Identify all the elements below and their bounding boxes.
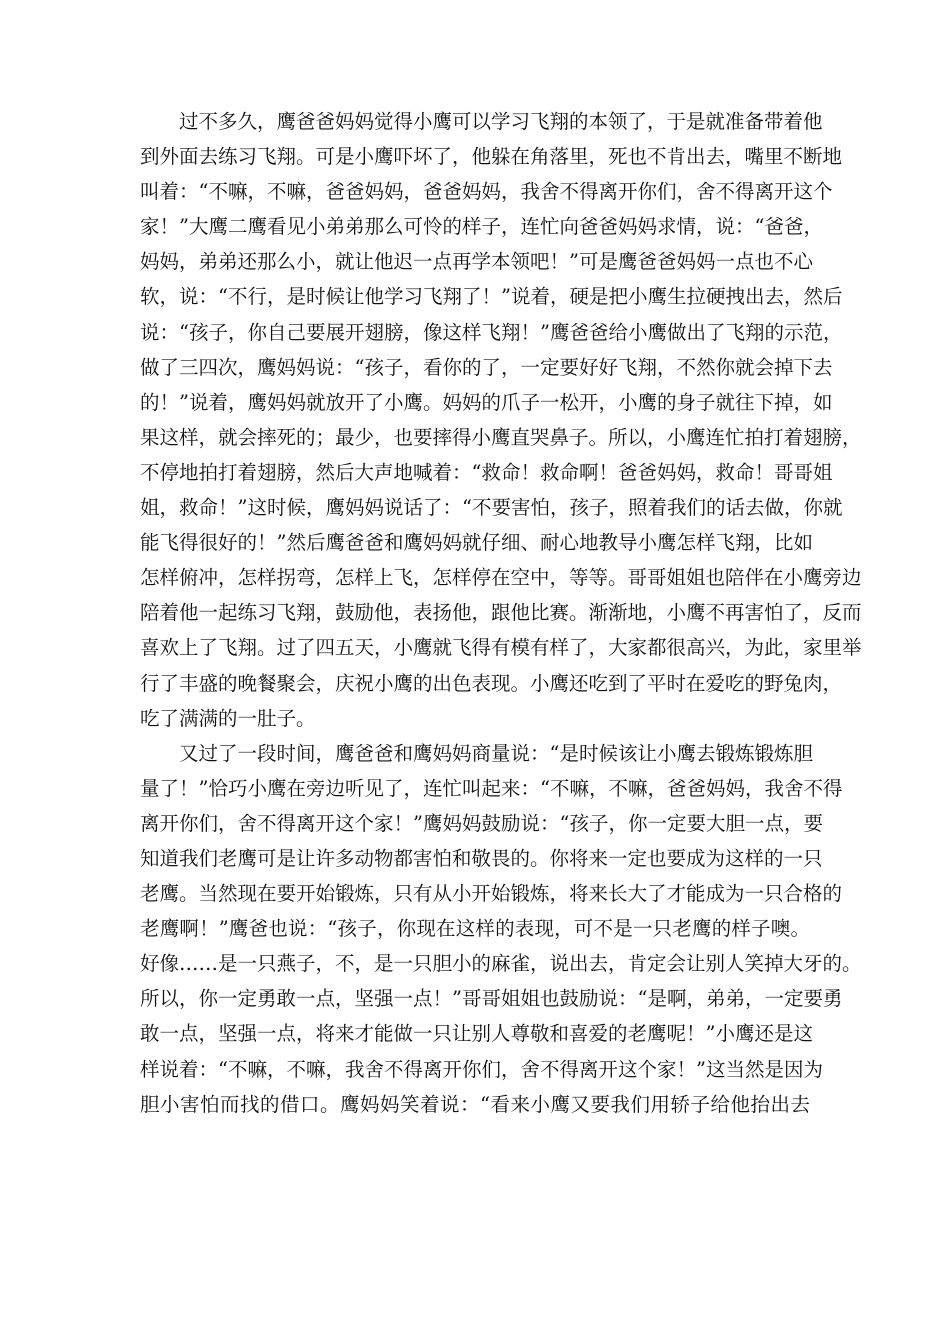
text-line: 所以，你一定勇敢一点，坚强一点！”哥哥姐姐也鼓励说：“是啊，弟弟，一定要勇 — [140, 987, 843, 1011]
text-line: 过不多久，鹰爸爸妈妈觉得小鹰可以学习飞翔的本领了，于是就准备带着他 — [179, 110, 823, 133]
text-line: 到外面去练习飞翔。可是小鹰吓坏了，他躲在角落里，死也不肯出去，嘴里不断地 — [140, 145, 843, 169]
text-line: 不停地拍打着翅膀，然后大声地喊着：“救命！救命啊！爸爸妈妈，救命！哥哥姐 — [140, 460, 833, 484]
text-line: 姐，救命！”这时候，鹰妈妈说话了：“不要害怕，孩子，照着我们的话去做，你就 — [140, 496, 843, 520]
text-line: 量了！”恰巧小鹰在旁边听见了，连忙叫起来：“不嘛，不嘛，爸爸妈妈，我舍不得 — [140, 776, 843, 800]
text-line: 样说着：“不嘛，不嘛，我舍不得离开你们，舍不得离开这个家！”这当然是因为 — [140, 1057, 823, 1081]
text-line: 敢一点，坚强一点，将来才能做一只让别人尊敬和喜爱的老鹰呢！”小鹰还是这 — [140, 1022, 813, 1046]
text-line: 软，说：“不行，是时候让他学习飞翔了！”说着，硬是把小鹰生拉硬拽出去，然后 — [140, 285, 843, 309]
text-line: 能飞得很好的！”然后鹰爸爸和鹰妈妈就仔细、耐心地教导小鹰怎样飞翔，比如 — [140, 531, 813, 555]
body-text — [140, 104, 862, 1122]
text-line: 行了丰盛的晚餐聚会，庆祝小鹰的出色表现。小鹰还吃到了平时在爱吃的野兔肉， — [140, 671, 843, 695]
text-line: 家！”大鹰二鹰看见小弟弟那么可怜的样子，连忙向爸爸妈妈求情，说：“爸爸， — [140, 215, 823, 239]
text-line: 妈妈，弟弟还那么小，就让他迟一点再学本领吧！”可是鹰爸爸妈妈一点也不心 — [140, 250, 813, 274]
text-line: 离开你们，舍不得离开这个家！”鹰妈妈鼓励说：“孩子，你一定要大胆一点，要 — [140, 811, 823, 835]
text-line: 说：“孩子，你自己要展开翅膀，像这样飞翔！”鹰爸爸给小鹰做出了飞翔的示范， — [140, 320, 843, 344]
text-line: 胆小害怕而找的借口。鹰妈妈笑着说：“看来小鹰又要我们用轿子给他抬出去 — [140, 1092, 810, 1116]
text-line: 果这样，就会摔死的；最少，也要摔得小鹰直哭鼻子。所以，小鹰连忙拍打着翅膀， — [140, 425, 862, 449]
text-line: 老鹰。当然现在要开始锻炼，只有从小开始锻炼，将来长大了才能成为一只合格的 — [140, 882, 843, 906]
text-line: 知道我们老鹰可是让许多动物都害怕和敬畏的。你将来一定也要成为这样的一只 — [140, 846, 823, 870]
text-line: 老鹰啊！”鹰爸也说：“孩子，你现在这样的表现，可不是一只老鹰的样子噢。 — [140, 917, 810, 941]
text-line: 叫着：“不嘛，不嘛，爸爸妈妈，爸爸妈妈，我舍不得离开你们，舍不得离开这个 — [140, 180, 833, 204]
text-line: 的！”说着，鹰妈妈就放开了小鹰。妈妈的爪子一松开，小鹰的身子就往下掉，如 — [140, 390, 833, 414]
text-line: 吃了满满的一肚子。 — [140, 706, 316, 730]
text-line: 陪着他一起练习飞翔，鼓励他，表扬他，跟他比赛。渐渐地，小鹰不再害怕了，反而 — [140, 601, 862, 625]
text-line: 喜欢上了飞翔。过了四五天，小鹰就飞得有模有样了，大家都很高兴，为此，家里举 — [140, 636, 862, 660]
text-line: 又过了一段时间，鹰爸爸和鹰妈妈商量说：“是时候该让小鹰去锻炼锻炼胆 — [179, 741, 813, 765]
text-line: 好像……是一只燕子，不，是一只胆小的麻雀，说出去，肯定会让别人笑掉大牙的。 — [140, 952, 862, 976]
text-line: 怎样俯冲，怎样拐弯，怎样上飞，怎样停在空中，等等。哥哥姐姐也陪伴在小鹰旁边 — [140, 566, 862, 590]
text-line: 做了三四次，鹰妈妈说：“孩子，看你的了，一定要好好飞翔，不然你就会掉下去 — [140, 355, 833, 379]
